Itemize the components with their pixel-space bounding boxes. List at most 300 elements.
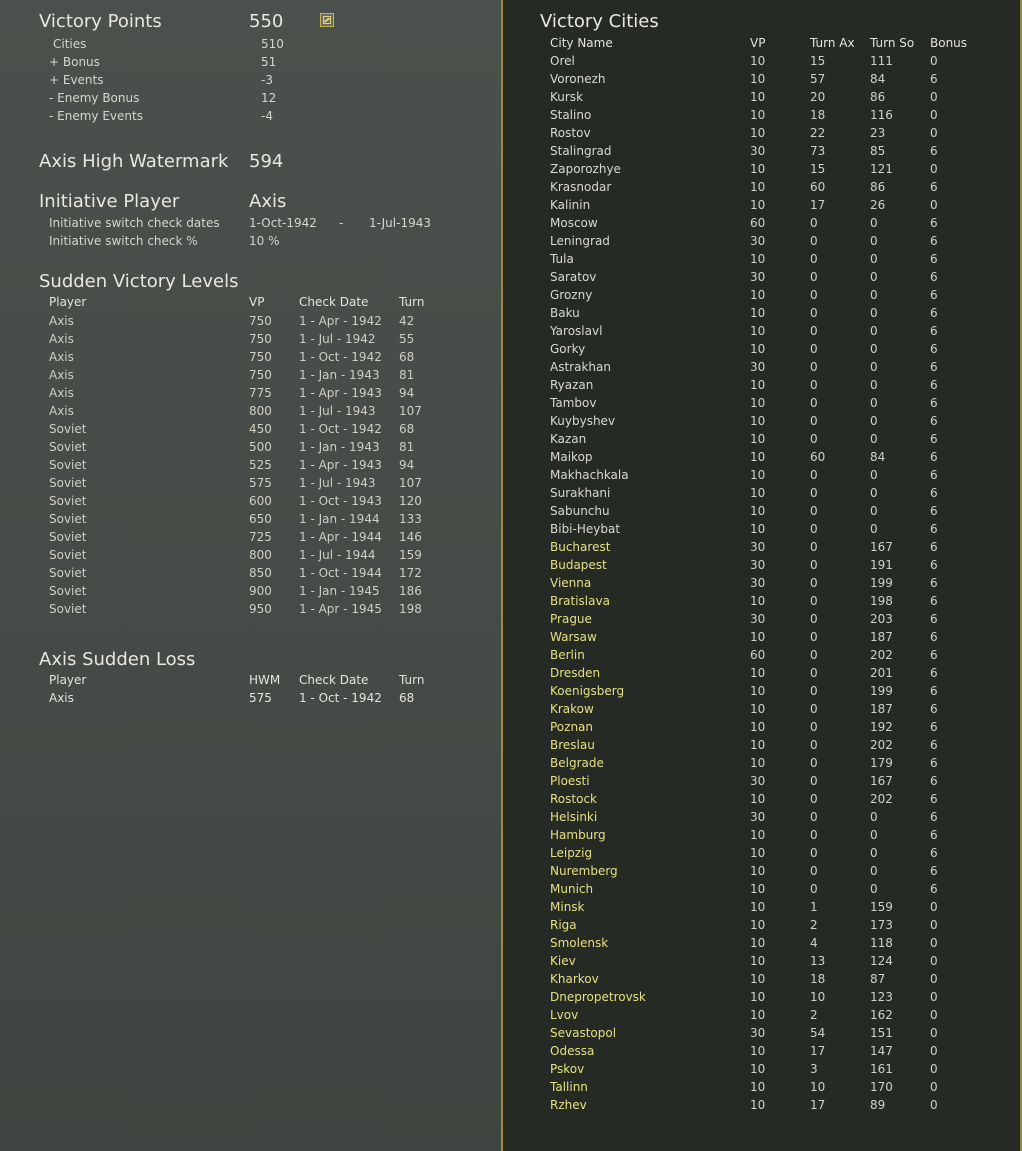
sl-hwm: 575 — [249, 691, 272, 705]
victory-city-row — [503, 628, 1013, 646]
city-name[interactable]: Stalingrad — [550, 144, 612, 158]
city-turn-so: 147 — [870, 1044, 893, 1058]
city-vp: 10 — [750, 414, 766, 428]
sv-header-player: Player — [49, 295, 87, 309]
vc-header-vp: VP — [750, 36, 766, 50]
sv-vp: 725 — [249, 530, 272, 544]
sv-turn: 94 — [399, 458, 415, 472]
sv-player: Soviet — [49, 548, 87, 562]
victory-city-row — [503, 70, 1013, 88]
city-name[interactable]: Bibi-Heybat — [550, 522, 621, 536]
city-vp: 10 — [750, 126, 766, 140]
city-turn-ax: 10 — [810, 1080, 826, 1094]
city-vp: 10 — [750, 198, 766, 212]
sudden-victory-row — [0, 438, 500, 456]
city-turn-so: 202 — [870, 792, 893, 806]
city-turn-so: 0 — [870, 270, 878, 284]
city-vp: 10 — [750, 954, 766, 968]
sv-turn: 55 — [399, 332, 415, 346]
sv-vp: 900 — [249, 584, 272, 598]
city-turn-so: 202 — [870, 648, 893, 662]
city-bonus: 6 — [930, 864, 938, 878]
city-bonus: 6 — [930, 468, 938, 482]
city-turn-so: 0 — [870, 396, 878, 410]
city-name[interactable]: Grozny — [550, 288, 593, 302]
city-vp: 10 — [750, 792, 766, 806]
sv-turn: 81 — [399, 368, 415, 382]
sl-header-turn: Turn — [399, 673, 425, 687]
sudden-victory-header — [0, 293, 500, 311]
city-turn-ax: 3 — [810, 1062, 818, 1076]
city-name[interactable]: Ryazan — [550, 378, 594, 392]
city-turn-ax: 0 — [810, 558, 818, 572]
city-turn-ax: 0 — [810, 684, 818, 698]
city-name[interactable]: Tula — [550, 252, 574, 266]
victory-city-row — [503, 1042, 1013, 1060]
city-name[interactable]: Baku — [550, 306, 580, 320]
victory-city-row — [503, 142, 1013, 160]
city-turn-so: 0 — [870, 306, 878, 320]
city-vp: 30 — [750, 558, 766, 572]
city-name[interactable]: Ploesti — [550, 774, 590, 788]
city-turn-so: 198 — [870, 594, 893, 608]
city-turn-ax: 0 — [810, 486, 818, 500]
victory-city-row — [503, 466, 1013, 484]
city-name[interactable]: Smolensk — [550, 936, 609, 950]
city-bonus: 0 — [930, 54, 938, 68]
city-turn-ax: 1 — [810, 900, 818, 914]
victory-city-row — [503, 358, 1013, 376]
victory-city-row — [503, 88, 1013, 106]
city-name[interactable]: Sevastopol — [550, 1026, 617, 1040]
city-vp: 10 — [750, 828, 766, 842]
city-vp: 10 — [750, 468, 766, 482]
city-turn-so: 0 — [870, 504, 878, 518]
city-turn-ax: 13 — [810, 954, 826, 968]
victory-summary-panel — [0, 0, 501, 1151]
sudden-victory-row — [0, 402, 500, 420]
city-bonus: 0 — [930, 108, 938, 122]
city-name[interactable]: Tallinn — [550, 1080, 588, 1094]
city-name[interactable]: Prague — [550, 612, 592, 626]
city-bonus: 6 — [930, 486, 938, 500]
city-bonus: 0 — [930, 1098, 938, 1112]
sudden-victory-row — [0, 528, 500, 546]
sv-player: Axis — [49, 350, 74, 364]
sv-player: Soviet — [49, 602, 87, 616]
city-name[interactable]: Poznan — [550, 720, 594, 734]
victory-city-row — [503, 736, 1013, 754]
city-vp: 60 — [750, 216, 766, 230]
city-turn-ax: 0 — [810, 468, 818, 482]
sv-player: Soviet — [49, 512, 87, 526]
city-bonus: 6 — [930, 414, 938, 428]
city-name[interactable]: Yaroslavl — [550, 324, 603, 338]
city-bonus: 6 — [930, 684, 938, 698]
city-turn-ax: 0 — [810, 810, 818, 824]
sv-player: Axis — [49, 314, 74, 328]
city-vp: 10 — [750, 522, 766, 536]
victory-city-row — [503, 52, 1013, 70]
city-turn-ax: 17 — [810, 198, 826, 212]
sv-turn: 146 — [399, 530, 422, 544]
city-name[interactable]: Saratov — [550, 270, 597, 284]
city-name[interactable]: Stalino — [550, 108, 592, 122]
city-turn-ax: 0 — [810, 648, 818, 662]
city-name[interactable]: Kazan — [550, 432, 587, 446]
sudden-victory-row — [0, 312, 500, 330]
sv-vp: 750 — [249, 350, 272, 364]
sudden-victory-row — [0, 330, 500, 348]
city-bonus: 0 — [930, 972, 938, 986]
city-turn-so: 199 — [870, 576, 893, 590]
city-name[interactable]: Sabunchu — [550, 504, 610, 518]
city-turn-so: 26 — [870, 198, 886, 212]
city-turn-so: 87 — [870, 972, 886, 986]
sv-player: Soviet — [49, 422, 87, 436]
city-vp: 30 — [750, 270, 766, 284]
sv-player: Soviet — [49, 566, 87, 580]
city-turn-so: 167 — [870, 774, 893, 788]
city-bonus: 6 — [930, 558, 938, 572]
city-name[interactable]: Astrakhan — [550, 360, 611, 374]
sv-turn: 42 — [399, 314, 415, 328]
city-name[interactable]: Leningrad — [550, 234, 610, 248]
city-name[interactable]: Voronezh — [550, 72, 606, 86]
vp-breakdown-value: 51 — [261, 55, 277, 69]
vc-header-bonus: Bonus — [930, 36, 968, 50]
city-vp: 10 — [750, 378, 766, 392]
city-name[interactable]: Krakow — [550, 702, 594, 716]
vp-breakdown-value: -4 — [261, 109, 273, 123]
city-name[interactable]: Lvov — [550, 1008, 579, 1022]
city-bonus: 6 — [930, 792, 938, 806]
city-turn-so: 173 — [870, 918, 893, 932]
sv-header-vp: VP — [249, 295, 265, 309]
city-bonus: 0 — [930, 162, 938, 176]
sudden-loss-row — [0, 689, 500, 707]
city-name[interactable]: Munich — [550, 882, 594, 896]
city-bonus: 6 — [930, 324, 938, 338]
city-name[interactable]: Rostov — [550, 126, 591, 140]
chart-icon[interactable] — [320, 13, 334, 27]
victory-city-row — [503, 826, 1013, 844]
city-vp: 10 — [750, 846, 766, 860]
initiative-date-to: 1-Jul-1943 — [369, 216, 431, 230]
sl-check-date: 1 - Oct - 1942 — [299, 691, 382, 705]
city-turn-ax: 18 — [810, 108, 826, 122]
victory-city-row — [503, 394, 1013, 412]
city-vp: 30 — [750, 144, 766, 158]
city-name[interactable]: Tambov — [550, 396, 597, 410]
vp-breakdown-row — [0, 53, 500, 71]
city-bonus: 6 — [930, 702, 938, 716]
city-vp: 10 — [750, 864, 766, 878]
sudden-victory-row — [0, 474, 500, 492]
victory-city-row — [503, 232, 1013, 250]
city-bonus: 6 — [930, 810, 938, 824]
city-vp: 10 — [750, 900, 766, 914]
vp-breakdown-label: + Bonus — [49, 55, 100, 69]
city-bonus: 6 — [930, 720, 938, 734]
city-vp: 10 — [750, 1044, 766, 1058]
sv-check-date: 1 - Jan - 1943 — [299, 368, 380, 382]
victory-city-row — [503, 682, 1013, 700]
sv-turn: 68 — [399, 350, 415, 364]
city-turn-so: 89 — [870, 1098, 886, 1112]
victory-city-row — [503, 502, 1013, 520]
city-turn-so: 0 — [870, 234, 878, 248]
victory-city-row — [503, 340, 1013, 358]
city-name[interactable]: Dnepropetrovsk — [550, 990, 646, 1004]
city-name[interactable]: Berlin — [550, 648, 585, 662]
city-turn-so: 0 — [870, 810, 878, 824]
city-name[interactable]: Bratislava — [550, 594, 610, 608]
victory-city-row — [503, 1060, 1013, 1078]
city-name[interactable]: Dresden — [550, 666, 601, 680]
city-bonus: 0 — [930, 1026, 938, 1040]
city-bonus: 0 — [930, 126, 938, 140]
city-name[interactable]: Helsinki — [550, 810, 598, 824]
sudden-victory-row — [0, 564, 500, 582]
victory-city-row — [503, 178, 1013, 196]
city-turn-so: 84 — [870, 72, 886, 86]
city-vp: 10 — [750, 990, 766, 1004]
sv-player: Soviet — [49, 440, 87, 454]
city-turn-ax: 60 — [810, 180, 826, 194]
city-turn-ax: 0 — [810, 396, 818, 410]
city-name[interactable]: Odessa — [550, 1044, 595, 1058]
city-name[interactable]: Moscow — [550, 216, 598, 230]
city-turn-so: 0 — [870, 846, 878, 860]
victory-city-row — [503, 322, 1013, 340]
sv-check-date: 1 - Oct - 1943 — [299, 494, 382, 508]
victory-city-row — [503, 286, 1013, 304]
city-name[interactable]: Warsaw — [550, 630, 597, 644]
city-name[interactable]: Pskov — [550, 1062, 585, 1076]
victory-city-row — [503, 412, 1013, 430]
sudden-victory-row — [0, 510, 500, 528]
city-turn-ax: 0 — [810, 378, 818, 392]
city-turn-so: 0 — [870, 522, 878, 536]
sv-check-date: 1 - Jul - 1942 — [299, 332, 376, 346]
city-turn-ax: 0 — [810, 504, 818, 518]
city-turn-ax: 0 — [810, 252, 818, 266]
city-vp: 30 — [750, 576, 766, 590]
city-bonus: 0 — [930, 954, 938, 968]
sv-check-date: 1 - Apr - 1943 — [299, 386, 382, 400]
city-turn-ax: 0 — [810, 720, 818, 734]
city-turn-so: 123 — [870, 990, 893, 1004]
vp-breakdown-row — [0, 71, 500, 89]
victory-city-row — [503, 808, 1013, 826]
city-turn-so: 202 — [870, 738, 893, 752]
city-turn-ax: 0 — [810, 342, 818, 356]
sv-vp: 600 — [249, 494, 272, 508]
victory-city-row — [503, 970, 1013, 988]
sv-vp: 850 — [249, 566, 272, 580]
city-bonus: 0 — [930, 1080, 938, 1094]
vc-header-turn-so: Turn So — [870, 36, 915, 50]
city-turn-so: 0 — [870, 216, 878, 230]
city-bonus: 6 — [930, 882, 938, 896]
city-turn-so: 0 — [870, 342, 878, 356]
sv-vp: 650 — [249, 512, 272, 526]
sv-vp: 800 — [249, 404, 272, 418]
city-vp: 30 — [750, 540, 766, 554]
city-name[interactable]: Riga — [550, 918, 577, 932]
victory-city-row — [503, 430, 1013, 448]
city-vp: 10 — [750, 630, 766, 644]
city-turn-so: 0 — [870, 882, 878, 896]
sv-check-date: 1 - Oct - 1942 — [299, 422, 382, 436]
city-turn-so: 170 — [870, 1080, 893, 1094]
city-turn-ax: 0 — [810, 828, 818, 842]
city-turn-ax: 54 — [810, 1026, 826, 1040]
city-bonus: 6 — [930, 774, 938, 788]
city-turn-ax: 0 — [810, 594, 818, 608]
city-turn-ax: 0 — [810, 360, 818, 374]
city-vp: 10 — [750, 54, 766, 68]
city-vp: 10 — [750, 756, 766, 770]
victory-city-row — [503, 520, 1013, 538]
city-turn-ax: 0 — [810, 540, 818, 554]
city-name[interactable]: Maikop — [550, 450, 593, 464]
sv-turn: 133 — [399, 512, 422, 526]
city-name[interactable]: Budapest — [550, 558, 607, 572]
city-name[interactable]: Bucharest — [550, 540, 611, 554]
city-name[interactable]: Koenigsberg — [550, 684, 625, 698]
sv-vp: 525 — [249, 458, 272, 472]
city-name[interactable]: Leipzig — [550, 846, 593, 860]
city-turn-so: 121 — [870, 162, 893, 176]
city-name[interactable]: Breslau — [550, 738, 595, 752]
city-turn-so: 179 — [870, 756, 893, 770]
sv-vp: 800 — [249, 548, 272, 562]
city-name[interactable]: Kalinin — [550, 198, 591, 212]
city-vp: 10 — [750, 666, 766, 680]
city-name[interactable]: Hamburg — [550, 828, 606, 842]
city-name[interactable]: Makhachkala — [550, 468, 629, 482]
city-turn-ax: 0 — [810, 324, 818, 338]
city-name[interactable]: Kiev — [550, 954, 576, 968]
city-name[interactable]: Minsk — [550, 900, 585, 914]
city-name[interactable]: Kursk — [550, 90, 584, 104]
city-bonus: 6 — [930, 648, 938, 662]
victory-cities-header — [503, 34, 1003, 52]
vp-breakdown-row — [0, 35, 500, 53]
city-bonus: 6 — [930, 630, 938, 644]
city-name[interactable]: Surakhani — [550, 486, 611, 500]
city-name[interactable]: Belgrade — [550, 756, 604, 770]
city-turn-ax: 0 — [810, 270, 818, 284]
victory-points-total: 550 — [249, 11, 284, 32]
city-turn-ax: 0 — [810, 702, 818, 716]
sv-header-turn: Turn — [399, 295, 425, 309]
vp-breakdown-label: Cities — [53, 37, 87, 51]
city-vp: 10 — [750, 504, 766, 518]
city-bonus: 6 — [930, 216, 938, 230]
victory-city-row — [503, 124, 1013, 142]
city-name[interactable]: Gorky — [550, 342, 586, 356]
city-bonus: 6 — [930, 270, 938, 284]
city-turn-so: 199 — [870, 684, 893, 698]
city-turn-so: 0 — [870, 414, 878, 428]
sv-check-date: 1 - Apr - 1942 — [299, 314, 382, 328]
city-vp: 30 — [750, 360, 766, 374]
initiative-date-dash: - — [339, 216, 344, 230]
city-name[interactable]: Krasnodar — [550, 180, 612, 194]
victory-city-row — [503, 106, 1013, 124]
sv-turn: 107 — [399, 476, 422, 490]
sv-turn: 120 — [399, 494, 422, 508]
city-name[interactable]: Nuremberg — [550, 864, 618, 878]
city-vp: 10 — [750, 324, 766, 338]
initiative-date-from: 1-Oct-1942 — [249, 216, 317, 230]
victory-city-row — [503, 790, 1013, 808]
city-name[interactable]: Kuybyshev — [550, 414, 616, 428]
high-watermark-label: Axis High Watermark — [39, 151, 229, 172]
city-vp: 10 — [750, 684, 766, 698]
city-bonus: 0 — [930, 990, 938, 1004]
city-name[interactable]: Orel — [550, 54, 575, 68]
victory-city-row — [503, 880, 1013, 898]
city-turn-ax: 0 — [810, 576, 818, 590]
city-turn-so: 0 — [870, 360, 878, 374]
city-name[interactable]: Vienna — [550, 576, 592, 590]
vp-breakdown-value: -3 — [261, 73, 273, 87]
city-vp: 10 — [750, 432, 766, 446]
city-name[interactable]: Zaporozhye — [550, 162, 621, 176]
city-turn-so: 124 — [870, 954, 893, 968]
sv-turn: 107 — [399, 404, 422, 418]
city-name[interactable]: Kharkov — [550, 972, 599, 986]
city-turn-ax: 2 — [810, 1008, 818, 1022]
city-name[interactable]: Rostock — [550, 792, 597, 806]
city-bonus: 0 — [930, 1062, 938, 1076]
victory-city-row — [503, 754, 1013, 772]
city-bonus: 6 — [930, 666, 938, 680]
city-vp: 10 — [750, 180, 766, 194]
city-turn-ax: 22 — [810, 126, 826, 140]
city-turn-so: 86 — [870, 180, 886, 194]
city-name[interactable]: Rzhev — [550, 1098, 587, 1112]
victory-city-row — [503, 196, 1013, 214]
city-turn-ax: 0 — [810, 522, 818, 536]
victory-city-row — [503, 214, 1013, 232]
victory-city-row — [503, 250, 1013, 268]
city-turn-so: 162 — [870, 1008, 893, 1022]
city-turn-so: 151 — [870, 1026, 893, 1040]
city-turn-so: 23 — [870, 126, 886, 140]
city-vp: 10 — [750, 90, 766, 104]
sv-player: Soviet — [49, 530, 87, 544]
sv-check-date: 1 - Jan - 1945 — [299, 584, 380, 598]
sv-check-date: 1 - Jan - 1944 — [299, 512, 380, 526]
sv-player: Axis — [49, 368, 74, 382]
victory-city-row — [503, 1096, 1013, 1114]
city-bonus: 6 — [930, 540, 938, 554]
city-turn-ax: 20 — [810, 90, 826, 104]
sv-player: Soviet — [49, 494, 87, 508]
city-turn-ax: 18 — [810, 972, 826, 986]
city-vp: 10 — [750, 1062, 766, 1076]
sv-check-date: 1 - Jul - 1944 — [299, 548, 376, 562]
victory-city-row — [503, 376, 1013, 394]
victory-city-row — [503, 268, 1013, 286]
city-vp: 10 — [750, 108, 766, 122]
city-vp: 30 — [750, 774, 766, 788]
